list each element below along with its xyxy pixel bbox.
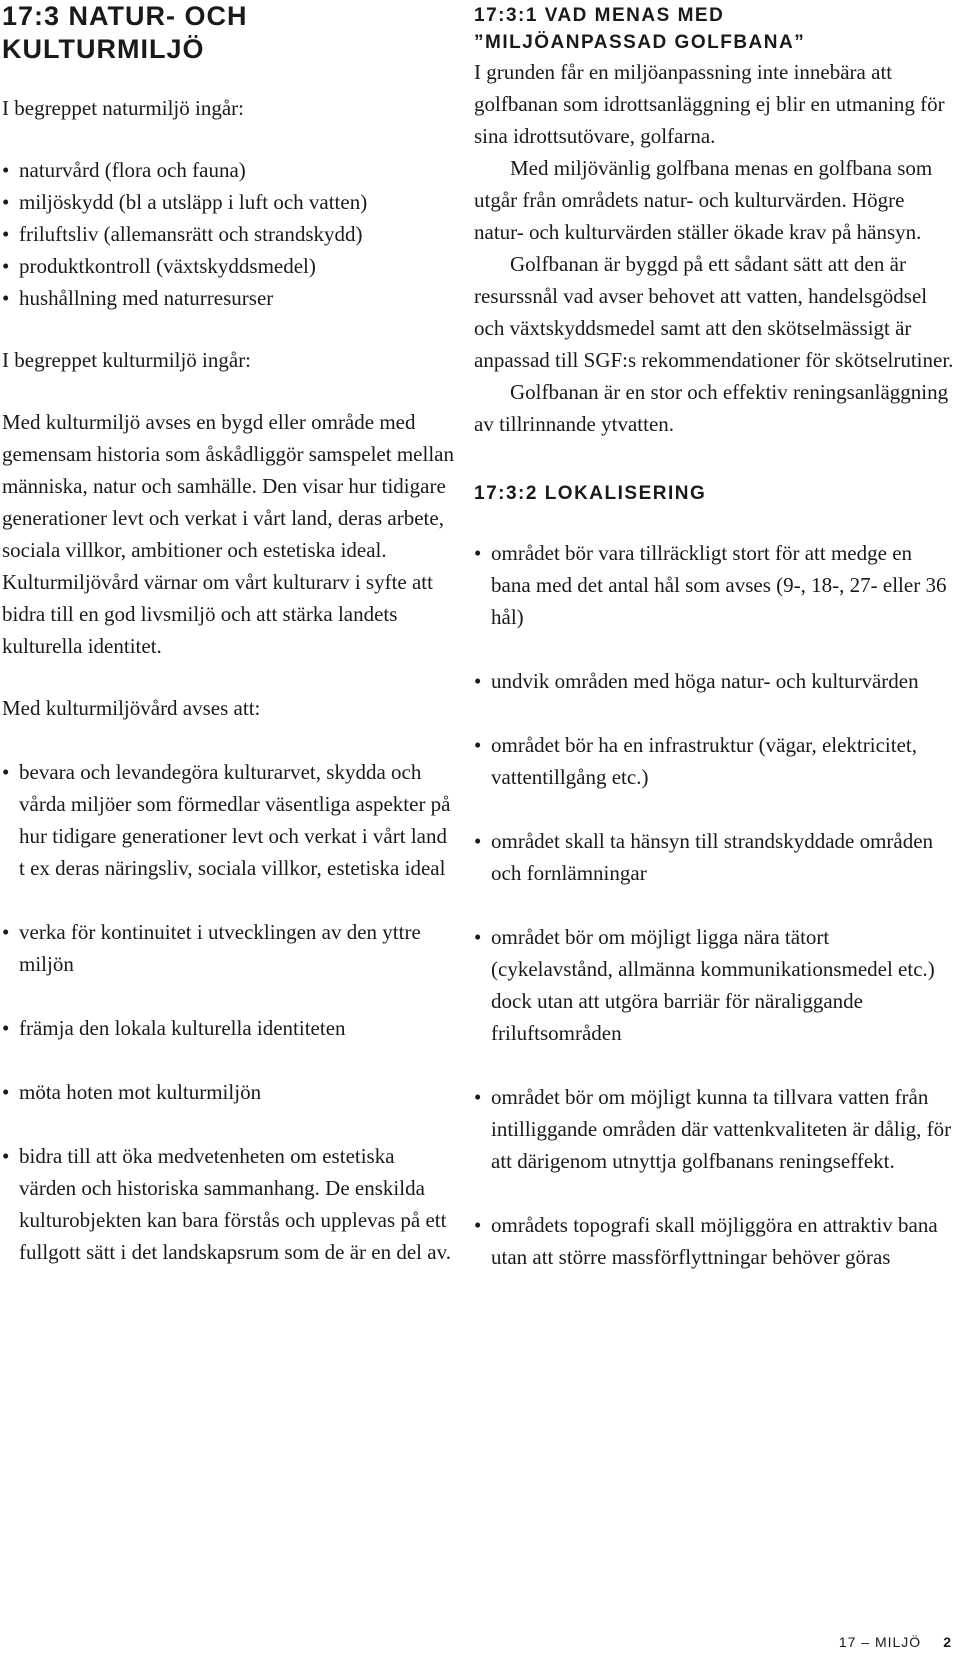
naturmiljo-list xyxy=(2,154,454,314)
page-number: 2 xyxy=(943,1634,952,1650)
list-item: • området bör om möjligt ligga nära tätort (cykelavstånd, allmänna kommunikationsmedel etc.) dock utan att utgöra barriär för näraliggande friluftsområden xyxy=(474,921,954,1049)
list-item: • möta hoten mot kulturmiljön xyxy=(2,1076,454,1108)
paragraph: Golfbanan är en stor och effektiv reningsanläggning av tillrinnande ytvatten. xyxy=(474,380,949,436)
section-heading-line1: 17:3 NATUR- OCH xyxy=(2,1,248,31)
list-item: • produktkontroll (växtskyddsmedel) xyxy=(2,250,454,282)
list-item: • miljöskydd (bl a utsläpp i luft och vatten) xyxy=(2,186,454,218)
kulturmiljo-intro: I begreppet kulturmiljö ingår: xyxy=(2,348,252,372)
list-item: • områdets topografi skall möjliggöra en attraktiv bana utan att större massförflyttningar behöver göras xyxy=(474,1209,954,1273)
list-item: • friluftsliv (allemansrätt och strandskydd) xyxy=(2,218,454,250)
subsection-heading-lokalisering: 17:3:2 LOKALISERING xyxy=(474,483,707,504)
paragraph: I grunden får en miljöanpassning inte innebära att golfbanan som idrottsanläggning ej blir en utmaning för sina idrottsutövare, golfarna. xyxy=(474,60,945,148)
paragraph: Golfbanan är byggd på ett sådant sätt att den är resurssnål vad avser behovet att vatten, handelsgödsel och växtskyddsmedel samt att den skötselmässigt är anpassad till SGF:s rekommendationer för skötselrutiner. xyxy=(474,252,954,372)
subsection-heading-vad-menas xyxy=(474,0,954,56)
subsection-heading-line1: 17:3:1 VAD MENAS MED xyxy=(474,5,725,26)
kulturmiljovard-intro: Med kulturmiljövård avses att: xyxy=(2,696,261,720)
section-heading xyxy=(2,0,454,66)
naturmiljo-intro: I begreppet naturmiljö ingår: xyxy=(2,96,245,120)
lokalisering-list xyxy=(474,537,954,1273)
list-item: • området bör vara tillräckligt stort för att medge en bana med det antal hål som avses (9-, 18-, 27- eller 36 hål) xyxy=(474,537,954,633)
list-item: • naturvård (flora och fauna) xyxy=(2,154,454,186)
list-item: • bevara och levandegöra kulturarvet, skydda och vårda miljöer som förmedlar väsentliga aspekter på hur tidigare generationer levt och verkat i vårt land t ex deras näringsliv, sociala villkor, estetiska ideal xyxy=(2,756,454,884)
list-item: • bidra till att öka medvetenheten om estetiska värden och historiska sammanhang. De enskilda kulturobjekten kan bara förstås och upplevas på ett fullgott sätt i det landskapsrum som de är en del av. xyxy=(2,1140,454,1268)
page-footer xyxy=(839,1634,952,1650)
list-item: • verka för kontinuitet i utvecklingen av den yttre miljön xyxy=(2,916,454,980)
section-heading-line2: KULTURMILJÖ xyxy=(2,34,205,64)
left-column xyxy=(2,0,454,1268)
list-item: • området bör om möjligt kunna ta tillvara vatten från intilliggande områden där vattenkvaliteten är dålig, för att därigenom utnyttja golfbanans reningseffekt. xyxy=(474,1081,954,1177)
footer-chapter: 17 – MILJÖ xyxy=(838,1634,922,1650)
paragraph: Med miljövänlig golfbana menas en golfbana som utgår från områdets natur- och kulturvärden. Högre natur- och kulturvärden ställer ökade krav på hänsyn. xyxy=(474,156,933,244)
list-item: • området skall ta hänsyn till strandskyddade områden och fornlämningar xyxy=(474,825,954,889)
right-column xyxy=(474,0,954,1273)
kulturmiljo-paragraph: Med kulturmiljö avses en bygd eller område med gemensam historia som åskådliggör samspelet mellan människa, natur och samhälle. Den visar hur tidigare generationer levt och verkat i vårt land, deras arbete, sociala villkor, ambitioner och estetiska ideal. Kulturmiljövård värnar om vårt kulturarv i syfte att bidra till en god livsmiljö och att stärka landets kulturella identitet. xyxy=(2,410,454,658)
list-item: • området bör ha en infrastruktur (vägar, elektricitet, vattentillgång etc.) xyxy=(474,729,954,793)
list-item: • hushållning med naturresurser xyxy=(2,282,454,314)
subsection-heading-line2: ”MILJÖANPASSAD GOLFBANA” xyxy=(474,32,806,53)
list-item: • undvik områden med höga natur- och kulturvärden xyxy=(474,665,954,697)
list-item: • främja den lokala kulturella identiteten xyxy=(2,1012,454,1044)
kulturmiljovard-list xyxy=(2,756,454,1268)
